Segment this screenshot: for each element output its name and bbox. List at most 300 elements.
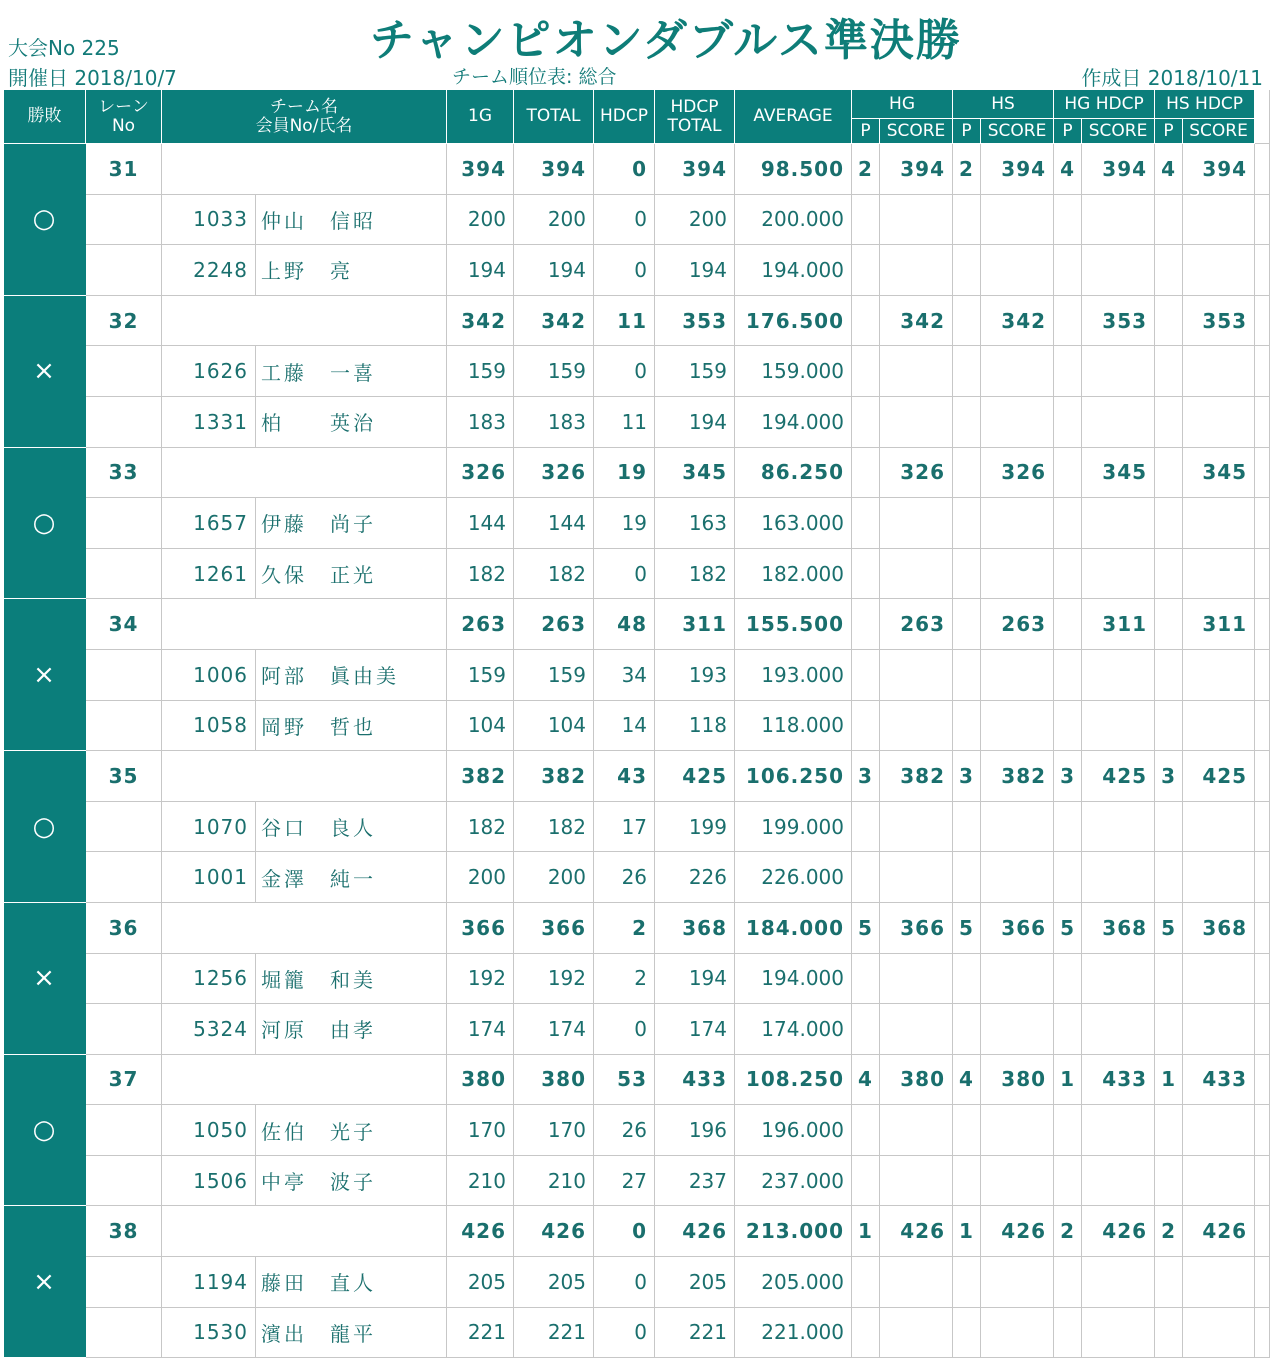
member-lane-empty — [86, 396, 162, 447]
hsh-score: 368 — [1183, 902, 1255, 953]
member-average: 194.000 — [735, 396, 852, 447]
member-total: 159 — [514, 649, 594, 700]
empty-cell — [981, 1307, 1054, 1358]
col-team-line1: チーム名 — [270, 96, 338, 117]
hgh-score: 425 — [1082, 751, 1155, 802]
member-hdcp: 0 — [594, 1004, 655, 1055]
member-row — [4, 346, 1270, 397]
empty-cell — [953, 1155, 981, 1206]
tournament-number: 大会No 225 — [8, 36, 120, 60]
team-g1: 426 — [447, 1206, 514, 1257]
empty-cell — [981, 396, 1054, 447]
empty-cell — [852, 801, 880, 852]
empty-cell — [1082, 396, 1155, 447]
member-row — [4, 548, 1270, 599]
empty-cell — [880, 346, 953, 397]
member-name: 久保 正光 — [256, 548, 447, 599]
team-average: 108.250 — [735, 1054, 852, 1105]
result-mark: ○ — [4, 447, 86, 599]
row-edge — [1255, 1206, 1270, 1257]
empty-cell — [953, 801, 981, 852]
col-hsh-score: SCORE — [1183, 119, 1255, 144]
team-hdcp-total: 433 — [655, 1054, 735, 1105]
member-number: 1070 — [162, 801, 256, 852]
row-edge — [1255, 1054, 1270, 1105]
member-hdcp: 0 — [594, 1307, 655, 1358]
team-total: 263 — [514, 599, 594, 650]
row-edge — [1255, 801, 1270, 852]
member-row — [4, 1155, 1270, 1206]
hs-p: 4 — [953, 1054, 981, 1105]
col-hgh-p: P — [1054, 119, 1082, 144]
result-mark: ○ — [4, 144, 86, 296]
member-number: 1194 — [162, 1257, 256, 1308]
member-hdcp-total: 194 — [655, 245, 735, 296]
empty-cell — [953, 498, 981, 549]
empty-cell — [852, 1257, 880, 1308]
empty-cell — [880, 852, 953, 903]
empty-cell — [1155, 498, 1183, 549]
team-hdcp: 19 — [594, 447, 655, 498]
empty-cell — [953, 548, 981, 599]
member-g1: 200 — [447, 852, 514, 903]
hsh-p: 4 — [1155, 144, 1183, 195]
hg-score: 366 — [880, 902, 953, 953]
hs-score: 263 — [981, 599, 1054, 650]
header-edge — [1255, 90, 1270, 144]
row-edge — [1255, 852, 1270, 903]
empty-cell — [852, 953, 880, 1004]
lane-number: 31 — [86, 144, 162, 195]
member-total: 182 — [514, 548, 594, 599]
empty-cell — [880, 649, 953, 700]
page-subtitle: チーム順位表: 総合 — [452, 66, 617, 88]
team-hdcp: 53 — [594, 1054, 655, 1105]
member-total: 210 — [514, 1155, 594, 1206]
member-g1: 205 — [447, 1257, 514, 1308]
team-g1: 366 — [447, 902, 514, 953]
empty-cell — [880, 1105, 953, 1156]
member-average: 194.000 — [735, 953, 852, 1004]
col-hg-score: SCORE — [880, 119, 953, 144]
member-hdcp: 0 — [594, 346, 655, 397]
empty-cell — [880, 194, 953, 245]
team-name — [162, 295, 447, 346]
team-total: 382 — [514, 751, 594, 802]
member-hdcp-total: 221 — [655, 1307, 735, 1358]
member-hdcp: 0 — [594, 245, 655, 296]
col-1g: 1G — [447, 90, 514, 144]
hsh-p: 1 — [1155, 1054, 1183, 1105]
member-hdcp-total: 199 — [655, 801, 735, 852]
member-name: 工藤 一喜 — [256, 346, 447, 397]
member-total: 144 — [514, 498, 594, 549]
empty-cell — [953, 396, 981, 447]
empty-cell — [981, 1105, 1054, 1156]
hgh-score: 345 — [1082, 447, 1155, 498]
team-name — [162, 144, 447, 195]
row-edge — [1255, 194, 1270, 245]
member-hdcp: 26 — [594, 852, 655, 903]
col-result: 勝敗 — [4, 90, 86, 144]
team-name — [162, 751, 447, 802]
empty-cell — [852, 649, 880, 700]
empty-cell — [1155, 852, 1183, 903]
member-hdcp-total: 118 — [655, 700, 735, 751]
team-row — [4, 599, 1270, 650]
member-total: 159 — [514, 346, 594, 397]
empty-cell — [981, 346, 1054, 397]
team-name — [162, 447, 447, 498]
member-name: 阿部 眞由美 — [256, 649, 447, 700]
team-average: 184.000 — [735, 902, 852, 953]
empty-cell — [1082, 194, 1155, 245]
empty-cell — [880, 1307, 953, 1358]
member-number: 1033 — [162, 194, 256, 245]
member-hdcp-total: 193 — [655, 649, 735, 700]
empty-cell — [1054, 194, 1082, 245]
hgh-p: 1 — [1054, 1054, 1082, 1105]
lane-number: 32 — [86, 295, 162, 346]
member-name: 仲山 信昭 — [256, 194, 447, 245]
member-hdcp-total: 205 — [655, 1257, 735, 1308]
member-total: 174 — [514, 1004, 594, 1055]
empty-cell — [1155, 1155, 1183, 1206]
team-name — [162, 902, 447, 953]
team-hdcp-total: 311 — [655, 599, 735, 650]
member-name: 上野 亮 — [256, 245, 447, 296]
empty-cell — [1155, 396, 1183, 447]
hs-p — [953, 447, 981, 498]
date-held: 開催日 2018/10/7 — [8, 66, 177, 90]
empty-cell — [1054, 396, 1082, 447]
hsh-p: 2 — [1155, 1206, 1183, 1257]
empty-cell — [852, 1105, 880, 1156]
empty-cell — [852, 194, 880, 245]
empty-cell — [1082, 1155, 1155, 1206]
member-g1: 221 — [447, 1307, 514, 1358]
row-edge — [1255, 1155, 1270, 1206]
team-hdcp: 2 — [594, 902, 655, 953]
col-team-line2: 会員No/氏名 — [255, 115, 353, 136]
col-hdcp-total-line1: HDCP — [670, 96, 719, 117]
member-row — [4, 953, 1270, 1004]
empty-cell — [1183, 852, 1255, 903]
team-g1: 263 — [447, 599, 514, 650]
empty-cell — [1183, 801, 1255, 852]
hsh-score: 353 — [1183, 295, 1255, 346]
col-hg-hdcp: HG HDCP — [1054, 90, 1155, 119]
empty-cell — [1183, 649, 1255, 700]
member-g1: 159 — [447, 649, 514, 700]
member-total: 182 — [514, 801, 594, 852]
member-hdcp: 26 — [594, 1105, 655, 1156]
lane-number: 36 — [86, 902, 162, 953]
empty-cell — [981, 1257, 1054, 1308]
col-total: TOTAL — [514, 90, 594, 144]
hgh-p: 3 — [1054, 751, 1082, 802]
member-row — [4, 700, 1270, 751]
member-lane-empty — [86, 548, 162, 599]
member-name: 谷口 良人 — [256, 801, 447, 852]
lane-number: 33 — [86, 447, 162, 498]
empty-cell — [1155, 245, 1183, 296]
empty-cell — [1155, 1257, 1183, 1308]
member-row — [4, 194, 1270, 245]
empty-cell — [1155, 953, 1183, 1004]
empty-cell — [1183, 700, 1255, 751]
row-edge — [1255, 447, 1270, 498]
empty-cell — [880, 1257, 953, 1308]
member-average: 205.000 — [735, 1257, 852, 1308]
member-name: 金澤 純一 — [256, 852, 447, 903]
col-hg-p: P — [852, 119, 880, 144]
hg-score: 263 — [880, 599, 953, 650]
hs-p — [953, 599, 981, 650]
empty-cell — [1155, 194, 1183, 245]
empty-cell — [1054, 548, 1082, 599]
col-lane — [86, 90, 162, 144]
member-row — [4, 1105, 1270, 1156]
hgh-p: 2 — [1054, 1206, 1082, 1257]
member-lane-empty — [86, 649, 162, 700]
hs-score: 426 — [981, 1206, 1054, 1257]
member-name: 濱出 龍平 — [256, 1307, 447, 1358]
empty-cell — [1054, 1257, 1082, 1308]
empty-cell — [953, 852, 981, 903]
member-lane-empty — [86, 1257, 162, 1308]
team-hdcp-total: 426 — [655, 1206, 735, 1257]
member-hdcp: 17 — [594, 801, 655, 852]
member-total: 200 — [514, 852, 594, 903]
hg-score: 326 — [880, 447, 953, 498]
empty-cell — [1054, 1105, 1082, 1156]
col-hdcp-total-line2: TOTAL — [667, 115, 722, 136]
member-lane-empty — [86, 1155, 162, 1206]
member-row — [4, 498, 1270, 549]
member-name: 岡野 哲也 — [256, 700, 447, 751]
team-row — [4, 144, 1270, 195]
empty-cell — [852, 245, 880, 296]
team-hdcp-total: 425 — [655, 751, 735, 802]
member-name: 中亭 波子 — [256, 1155, 447, 1206]
result-mark: ○ — [4, 751, 86, 903]
member-hdcp-total: 226 — [655, 852, 735, 903]
member-row — [4, 1004, 1270, 1055]
hs-p: 5 — [953, 902, 981, 953]
member-g1: 200 — [447, 194, 514, 245]
empty-cell — [1054, 953, 1082, 1004]
empty-cell — [1183, 953, 1255, 1004]
empty-cell — [880, 548, 953, 599]
member-lane-empty — [86, 700, 162, 751]
hsh-score: 433 — [1183, 1054, 1255, 1105]
empty-cell — [1082, 852, 1155, 903]
team-hdcp: 11 — [594, 295, 655, 346]
col-lane-line1: レーン — [98, 96, 149, 117]
empty-cell — [953, 700, 981, 751]
col-hs-hdcp: HS HDCP — [1155, 90, 1255, 119]
col-hsh-p: P — [1155, 119, 1183, 144]
empty-cell — [1155, 801, 1183, 852]
hgh-p: 5 — [1054, 902, 1082, 953]
hg-p: 2 — [852, 144, 880, 195]
team-total: 326 — [514, 447, 594, 498]
empty-cell — [981, 700, 1054, 751]
member-average: 226.000 — [735, 852, 852, 903]
team-hdcp: 43 — [594, 751, 655, 802]
member-lane-empty — [86, 852, 162, 903]
empty-cell — [1054, 498, 1082, 549]
member-row — [4, 801, 1270, 852]
member-g1: 174 — [447, 1004, 514, 1055]
member-name: 藤田 直人 — [256, 1257, 447, 1308]
row-edge — [1255, 649, 1270, 700]
empty-cell — [852, 852, 880, 903]
team-row — [4, 902, 1270, 953]
empty-cell — [953, 1004, 981, 1055]
row-edge — [1255, 902, 1270, 953]
team-total: 380 — [514, 1054, 594, 1105]
empty-cell — [880, 396, 953, 447]
team-average: 106.250 — [735, 751, 852, 802]
empty-cell — [981, 852, 1054, 903]
col-hs-score: SCORE — [981, 119, 1054, 144]
hg-p: 1 — [852, 1206, 880, 1257]
member-lane-empty — [86, 801, 162, 852]
member-row — [4, 852, 1270, 903]
team-average: 213.000 — [735, 1206, 852, 1257]
empty-cell — [1054, 245, 1082, 296]
empty-cell — [1054, 649, 1082, 700]
empty-cell — [1082, 649, 1155, 700]
row-edge — [1255, 1257, 1270, 1308]
col-team — [162, 90, 447, 144]
member-g1: 144 — [447, 498, 514, 549]
empty-cell — [1155, 548, 1183, 599]
empty-cell — [1082, 953, 1155, 1004]
member-average: 159.000 — [735, 346, 852, 397]
member-average: 182.000 — [735, 548, 852, 599]
member-hdcp: 0 — [594, 548, 655, 599]
empty-cell — [1082, 245, 1155, 296]
hg-score: 426 — [880, 1206, 953, 1257]
empty-cell — [1082, 1307, 1155, 1358]
member-number: 1058 — [162, 700, 256, 751]
member-hdcp-total: 194 — [655, 953, 735, 1004]
result-mark: × — [4, 1206, 86, 1358]
member-g1: 182 — [447, 548, 514, 599]
member-hdcp-total: 194 — [655, 396, 735, 447]
result-mark: × — [4, 902, 86, 1054]
member-lane-empty — [86, 1004, 162, 1055]
member-number: 1006 — [162, 649, 256, 700]
hs-p: 2 — [953, 144, 981, 195]
empty-cell — [981, 649, 1054, 700]
member-number: 1001 — [162, 852, 256, 903]
team-row — [4, 751, 1270, 802]
empty-cell — [1183, 194, 1255, 245]
row-edge — [1255, 1307, 1270, 1358]
hgh-score: 368 — [1082, 902, 1155, 953]
member-number: 1626 — [162, 346, 256, 397]
hg-p: 5 — [852, 902, 880, 953]
member-hdcp-total: 237 — [655, 1155, 735, 1206]
member-name: 河原 由孝 — [256, 1004, 447, 1055]
empty-cell — [981, 498, 1054, 549]
member-name: 伊藤 尚子 — [256, 498, 447, 549]
team-name — [162, 599, 447, 650]
member-average: 196.000 — [735, 1105, 852, 1156]
empty-cell — [1082, 548, 1155, 599]
empty-cell — [852, 1155, 880, 1206]
member-g1: 104 — [447, 700, 514, 751]
empty-cell — [981, 548, 1054, 599]
member-number: 1657 — [162, 498, 256, 549]
row-edge — [1255, 498, 1270, 549]
lane-number: 37 — [86, 1054, 162, 1105]
empty-cell — [953, 346, 981, 397]
hsh-score: 394 — [1183, 144, 1255, 195]
empty-cell — [1082, 1004, 1155, 1055]
row-edge — [1255, 346, 1270, 397]
empty-cell — [1183, 1307, 1255, 1358]
hg-score: 342 — [880, 295, 953, 346]
empty-cell — [981, 1155, 1054, 1206]
hs-score: 366 — [981, 902, 1054, 953]
hsh-p: 3 — [1155, 751, 1183, 802]
empty-cell — [1183, 245, 1255, 296]
empty-cell — [1082, 498, 1155, 549]
team-g1: 394 — [447, 144, 514, 195]
hsh-p — [1155, 447, 1183, 498]
empty-cell — [880, 953, 953, 1004]
result-mark: × — [4, 295, 86, 447]
empty-cell — [852, 1004, 880, 1055]
member-hdcp: 0 — [594, 1257, 655, 1308]
row-edge — [1255, 396, 1270, 447]
empty-cell — [981, 953, 1054, 1004]
member-average: 200.000 — [735, 194, 852, 245]
member-total: 194 — [514, 245, 594, 296]
member-total: 192 — [514, 953, 594, 1004]
row-edge — [1255, 295, 1270, 346]
member-g1: 170 — [447, 1105, 514, 1156]
empty-cell — [981, 1004, 1054, 1055]
team-g1: 382 — [447, 751, 514, 802]
hgh-p — [1054, 447, 1082, 498]
member-average: 118.000 — [735, 700, 852, 751]
empty-cell — [1183, 1004, 1255, 1055]
empty-cell — [1183, 1257, 1255, 1308]
col-hdcp-total — [655, 90, 735, 144]
empty-cell — [953, 1105, 981, 1156]
member-total: 104 — [514, 700, 594, 751]
empty-cell — [880, 245, 953, 296]
created-date: 作成日 2018/10/11 — [1081, 66, 1263, 90]
team-total: 342 — [514, 295, 594, 346]
hgh-score: 433 — [1082, 1054, 1155, 1105]
member-g1: 183 — [447, 396, 514, 447]
col-hdcp: HDCP — [594, 90, 655, 144]
member-average: 194.000 — [735, 245, 852, 296]
member-g1: 192 — [447, 953, 514, 1004]
member-lane-empty — [86, 498, 162, 549]
hgh-score: 426 — [1082, 1206, 1155, 1257]
member-name: 柏 英治 — [256, 396, 447, 447]
member-average: 174.000 — [735, 1004, 852, 1055]
empty-cell — [981, 194, 1054, 245]
